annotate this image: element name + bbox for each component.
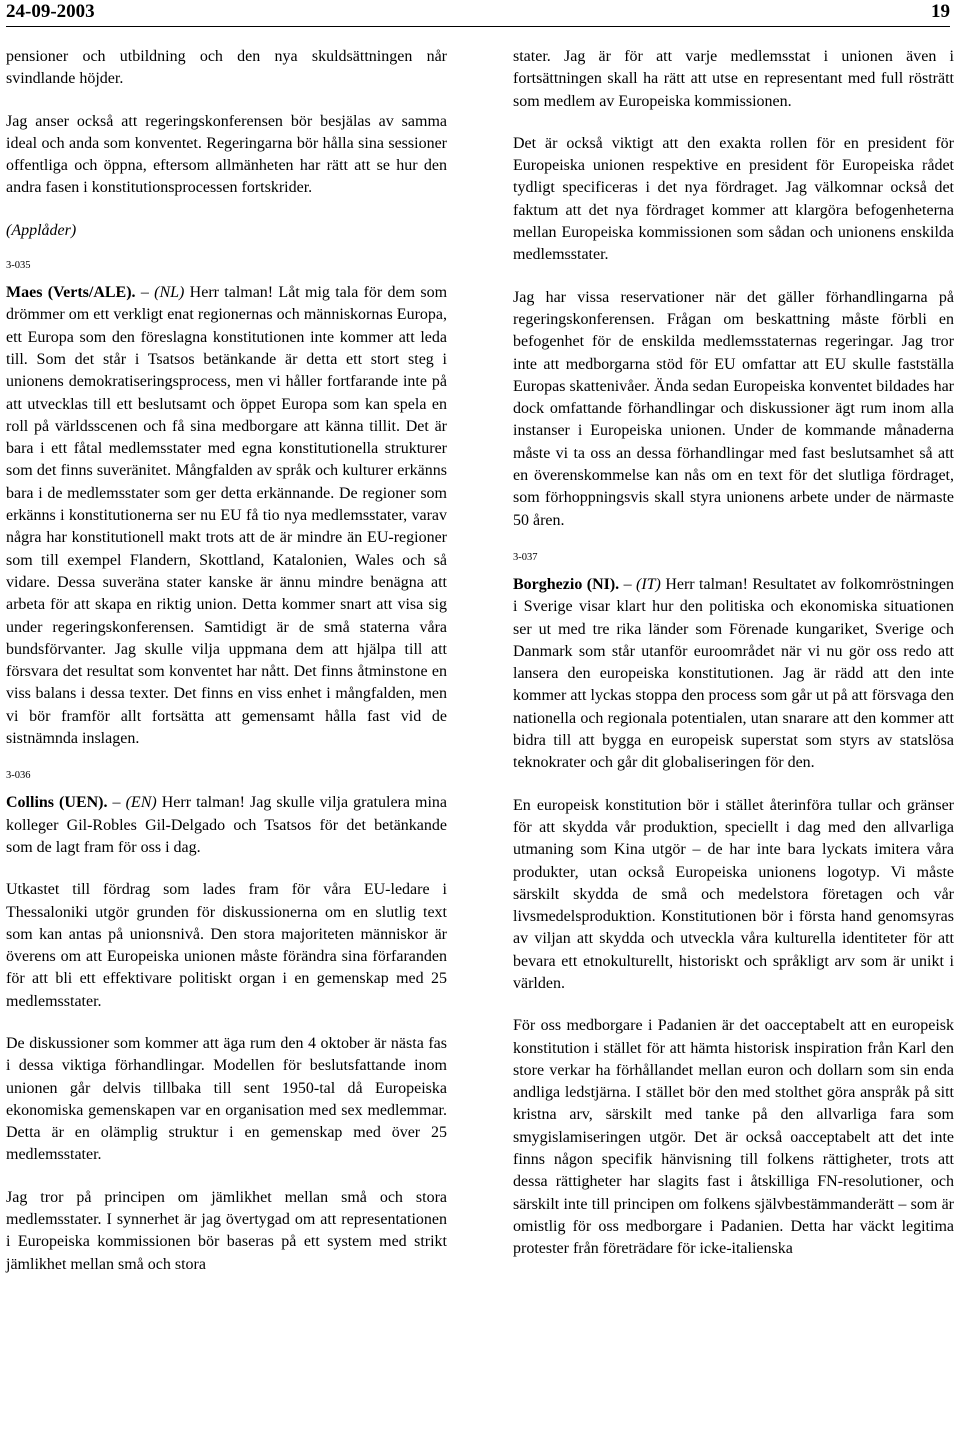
paragraph: Jag har vissa reservationer när det gäller förhandlingarna på regeringskonferensen. Frågan om beskattning måste förbli en befogenhet för de enskilda medlemsstaternas regeringar. Jag tror inte att medborgarna stöd för EU omfattar att EU skulle fastställa Europas skattenivåer. Ända sedan Europeiska konventet bildades har dock omfattande förhandlingar och diskussioner ägt rum inom alla instanser i Europeiska unionen. Under de kommande månaderna måste vi ta oss an dessa förhandlingar med fast beslutsamhet så att en överenskommelse kan nås om en text för det slutliga fördraget, som förhoppningsvis skall styra unionens arbete under de närmaste 50 åren. bbox=[513, 288, 954, 529]
speech-code: 3-037 bbox=[513, 551, 538, 563]
page-number: 19 bbox=[931, 1, 950, 22]
paragraph: Jag anser också att regeringskonferensen bör besjälas av samma ideal och anda som konventet. Regeringarna bör hålla sina sessioner offentliga och öppna, eftersom allmänheten har rätt att se hur den andra fasen i konstitutionsprocessen fortskrider. bbox=[6, 112, 447, 197]
paragraph: En europeisk konstitution bör i stället återinföra tullar och gränser för att skydda vår produktion, speciellt i dag med den allvarliga utmaning som Kina utgör – de har inte bara lyckats imitera våra produkter, utan också Europeiska unionens logotyp. Vi måste särskilt skydda de små och medelstora företagen och vår livsmedelsproduktion. Konstitutionen bör i första hand genomsyras av viljan att skydda och utveckla våra kulturella identiteter för att bevara ett etnokulturellt, historiskt och språkligt arv som är unikt i världen. bbox=[513, 796, 954, 992]
applause-note: (Applåder) bbox=[6, 221, 77, 239]
paragraph: De diskussioner som kommer att äga rum den 4 oktober är nästa fas i dessa viktiga förhandlingar. Modellen för beslutsfattande inom unionen går delvis tillbaka till sent 1950-tal då Europeiska ekonomiska gemenskapen var en organisation med sex medlemmar. Detta är en olämplig struktur i en gemenskap med över 25 medlemsstater. bbox=[6, 1034, 447, 1164]
left-column bbox=[6, 46, 447, 1276]
paragraph: För oss medborgare i Padanien är det oacceptabelt att en europeisk konstitution i stället för att hämta historisk inspiration från Karl den store verkar ha förhållandet mellan euron och dollarn som sin enda andliga ledstjärna. I stället bör den med stolthet göra anspråk på sitt kristna arv, särskilt med tanke på den allvarliga fara som smygislamiseringen utgör. Det är också oacceptabelt att det inte finns någon specifik hänvisning till folkens rättigheter, trots att dessa rättigheter har slagits fast i åtskilliga FN-resolutioner, och särskilt inte till principen om folkens självbestämmanderätt – som är omistlig för oss medborgare i Padanien. Detta har väckt legitima protester från företrädare för icke-italienska bbox=[513, 1017, 954, 1258]
speech-borghezio: Borghezio (NI). – (IT) Herr talman! Resultatet av folkomröstningen i Sverige visar klart hur den politiska och ekonomiska situationen ser ut med tre rika länder som Förenade kungariket, Sverige och Danmark som står utanför euroområdet när vi nu gör oss redo att lansera den europeiska konstitutionen. Jag är rädd att den inte kommer att lyckas stoppa den process som går ut på att försvaga den nationella och regionala potentialen, utan snarare att den kommer att bidra till att bygga en europeisk superstat som styrs av statslösa teknokrater och går dit globaliseringen för den. bbox=[513, 575, 954, 772]
page-header bbox=[6, 0, 950, 27]
speaker-name: Borghezio (NI). bbox=[513, 575, 620, 593]
speaker-name: Maes (Verts/ALE). bbox=[6, 284, 136, 302]
speech-text: Herr talman! Resultatet av folkomröstningen i Sverige visar klart hur den politiska och ekonomiska situationen ser ut med tre rika länder som Förenade kungariket, Sverige och Danmark som står utanför euroområdet när vi nu gör oss redo att lansera den europeiska konstitutionen. Jag är rädd att den inte kommer att lyckas stoppa den process som går ut på att försvaga den nationella och regionala potentialen, utan snarare att den kommer att bidra till att bygga en europeisk superstat som styrs av statslösa teknokrater och går dit globaliseringen för den. bbox=[513, 575, 954, 772]
speech-text: Herr talman! Låt mig tala för dem som drömmer om ett verkligt enat regionernas och människornas Europa, ett Europa som den föreslagna konstitutionen inte kommer att leda till. Som det står i Tsatsos betänkande är detta ett stort steg i unionens demokratiseringsprocess, men vi håller fortfarande inte på att utvecklas till ett beslutsamt och öppet Europa som kan spela en roll på världsscenen och få sina medborgare att känna tillit. Det är bara i ett fåtal medlemsstater med egna konstitutionella strukturer som det finns suveränitet. Mångfalden av språk och kulturer erkänns bara i de medlemsstater som ger detta erkännande. De regioner som erkänns i konstitutionerna ser nu EU få tio nya medlemsstater, varav några har konstitutionell makt trots att de är mindre än EU-regioner som till exempel Flandern, Skottland, Katalonien, Wales och så vidare. Dessa suveräna stater kanske är ännu mindre benägna att arbeta för att skapa en riktig union. Detta kommer snart att visa sig under regeringskonferensen. Samtidigt är de små staterna våra bundsförvanter. Jag skulle vilja uppmana dem att hjälpa till att försvara det resultat som konventet har nått. Det finns åtminstone en viss balans i dessa texter. Det finns en viss enhet i mångfalden, men vi bör framför allt fortsätta att gemensamt hålla fast vid de sistnämnda inslagen. bbox=[6, 284, 448, 748]
speech-text: Herr talman! Jag skulle vilja gratulera mina kolleger Gil-Robles Gil-Delgado och Tsatsos för det betänkande som de lagt fram för oss i dag. bbox=[6, 794, 448, 856]
speaker-language: (IT) bbox=[636, 575, 661, 593]
speaker-name: Collins (UEN). bbox=[6, 794, 108, 812]
paragraph: stater. Jag är för att varje medlemsstat i unionen även i fortsättningen skall ha rätt att utse en representant med full rösträtt som medlem av Europeiska kommissionen. bbox=[513, 48, 954, 110]
paragraph: Det är också viktigt att den exakta rollen för en president för Europeiska unionen respektive en president för Europeiska rådet tydligt specificeras i det nya fördraget. Jag välkomnar också det faktum att det nya fördraget kommer att klargöra befogenheterna mellan Europeiska kommissionen som sådan och unionens enskilda medlemsstater. bbox=[513, 134, 954, 264]
speech-code: 3-035 bbox=[6, 260, 31, 272]
paragraph: pensioner och utbildning och den nya skuldsättningen når svindlande höjder. bbox=[6, 48, 447, 88]
speaker-language: (NL) bbox=[154, 284, 185, 302]
speech-maes: Maes (Verts/ALE). – (NL) Herr talman! Låt mig tala för dem som drömmer om ett verkligt enat regionernas och människornas Europa, ett Europa som den föreslagna konstitutionen inte kommer att leda till. Som det står i Tsatsos betänkande är detta ett stort steg i unionens demokratiseringsprocess, men vi håller fortfarande inte på att utvecklas till ett beslutsamt och öppet Europa som kan spela en roll på världsscenen och få sina medborgare att känna tillit. Det är bara i ett fåtal medlemsstater med egna konstitutionella strukturer som det finns suveränitet. Mångfalden av språk och kulturer erkänns bara i de medlemsstater som ger detta erkännande. De regioner som erkänns i konstitutionerna ser nu EU få tio nya medlemsstater, varav några har konstitutionell makt trots att de är mindre än EU-regioner som till exempel Flandern, Skottland, Katalonien, Wales och så vidare. Dessa suveräna stater kanske är ännu mindre benägna att arbeta för att skapa en riktig union. Detta kommer snart att visa sig under regeringskonferensen. Samtidigt är de små staterna våra bundsförvanter. Jag skulle vilja uppmana dem att hjälpa till att försvara det resultat som konventet har nått. Det finns åtminstone en viss balans i dessa texter. Det finns en viss enhet i mångfalden, men vi bör framför allt fortsätta att gemensamt hålla fast vid de sistnämnda inslagen. bbox=[6, 284, 448, 748]
paragraph: Utkastet till fördrag som lades fram för våra EU-ledare i Thessaloniki utgör grunden för diskussionerna om en slutlig text som kan antas på unionsnivå. Den stora majoriteten människor är överens om att Europeiska unionen måste förändra sina förfaranden för att bli ett effektivare politiskt organ i en gemenskap med 25 medlemsstater. bbox=[6, 881, 447, 1010]
right-column bbox=[513, 46, 954, 1261]
paragraph: Jag tror på principen om jämlikhet mellan små och stora medlemsstater. I synnerhet är jag övertygad om att representationen i Europeiska kommissionen bör baseras på ett system med strikt jämlikhet mellan små och stora bbox=[6, 1188, 447, 1273]
speech-collins: Collins (UEN). – (EN) Herr talman! Jag skulle vilja gratulera mina kolleger Gil-Robles Gil-Delgado och Tsatsos för det betänkande som de lagt fram för oss i dag. bbox=[6, 794, 448, 856]
speaker-language: (EN) bbox=[125, 794, 157, 812]
speech-code: 3-036 bbox=[6, 770, 31, 782]
header-date: 24-09-2003 bbox=[6, 1, 95, 22]
